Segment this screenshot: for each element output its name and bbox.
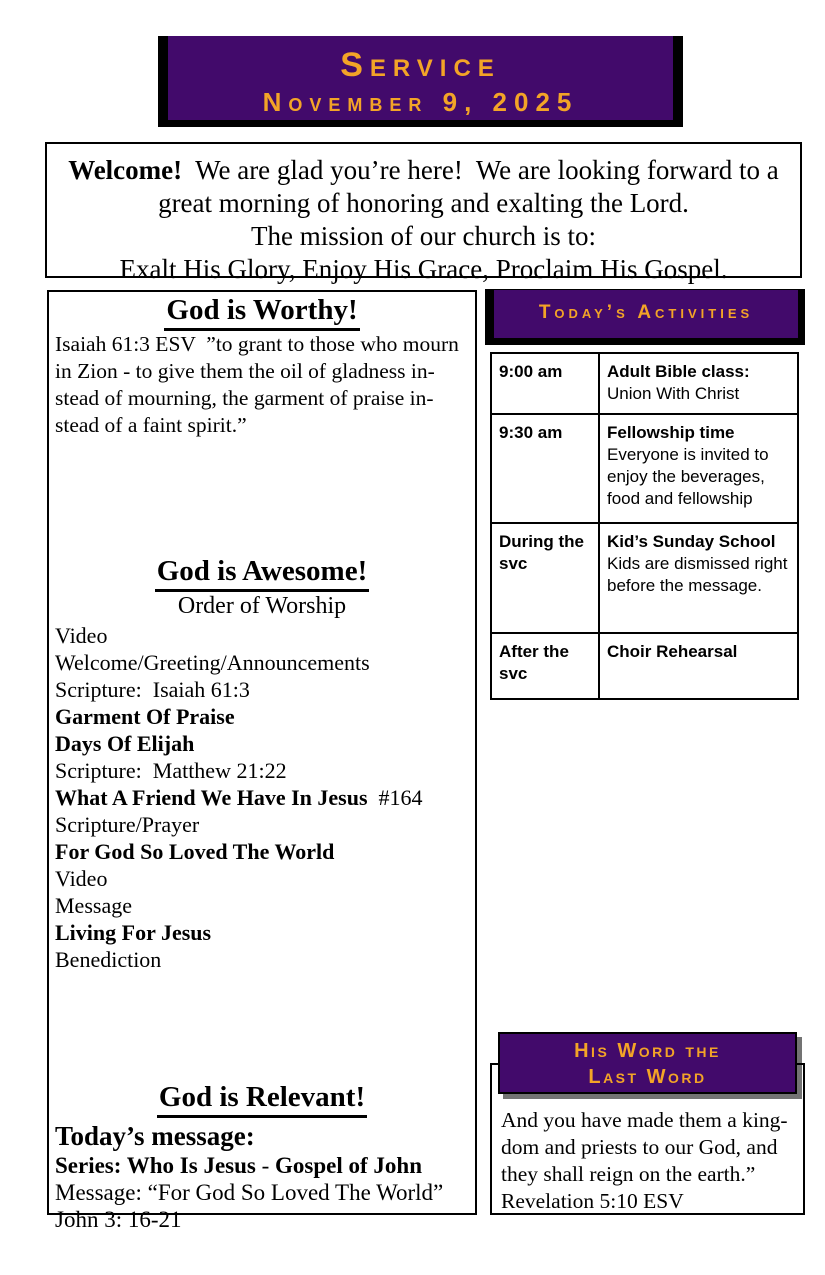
series-prefix: Series: Who Is Jesus xyxy=(55,1153,256,1178)
text-line: Revelation 5:10 ESV xyxy=(501,1189,684,1213)
order-of-worship-item: What A Friend We Have In Jesus #164 xyxy=(55,785,423,810)
activity-row xyxy=(491,633,798,699)
text-line: Isaiah 61:3 ESV ”to grant to those who mourn xyxy=(55,332,459,356)
activity-title: Kid’s Sunday School xyxy=(607,532,776,551)
god-is-awesome-heading-text: God is Awesome! xyxy=(155,555,370,592)
order-of-worship-item: Scripture: Isaiah 61:3 xyxy=(55,677,250,702)
text-line: dom and priests to our God, and xyxy=(501,1135,778,1159)
last-word-banner-line-2: Last Word xyxy=(588,1066,707,1088)
activity-row xyxy=(491,523,798,633)
todays-activities-banner-text: Today’s Activities xyxy=(493,289,799,339)
order-of-worship-item: Scripture: Matthew 21:22 xyxy=(55,758,287,783)
activity-description-cell xyxy=(599,633,798,699)
worthy-text xyxy=(55,331,469,439)
activity-row xyxy=(491,353,798,414)
god-is-worthy-heading xyxy=(55,294,469,331)
todays-activities-banner xyxy=(485,289,805,345)
text-line: in Zion - to give them the oil of gladness in- xyxy=(55,359,435,383)
activities-table xyxy=(490,352,799,700)
text-line: And you have made them a king- xyxy=(501,1108,788,1132)
series-separator: - xyxy=(255,1153,276,1178)
order-of-worship-item: Benediction xyxy=(55,947,162,972)
last-word-banner-line-1: His Word the xyxy=(574,1040,721,1062)
reference-line: John 3: 16-21 xyxy=(55,1207,182,1232)
activity-time: During the svc xyxy=(491,523,599,633)
todays-message-label: Today’s message: xyxy=(55,1121,255,1151)
activity-title: Fellowship time xyxy=(607,423,735,442)
series-suffix: Gospel of John xyxy=(275,1153,423,1178)
welcome-line-4: Exalt His Glory, Enjoy His Grace, Proclaim His Gospel. xyxy=(119,254,728,284)
last-word-banner xyxy=(498,1032,797,1094)
order-of-worship-item: Living For Jesus xyxy=(55,920,212,945)
god-is-relevant-heading xyxy=(55,1081,469,1118)
spacer xyxy=(55,973,469,1081)
message-line: Message: “For God So Loved The World” xyxy=(55,1180,444,1205)
welcome-lead: Welcome! xyxy=(68,155,183,185)
activity-detail: Everyone is invited to enjoy the beverages, food and fellowship xyxy=(607,445,769,508)
order-of-worship-item: Video xyxy=(55,623,108,648)
spacer xyxy=(55,439,469,555)
activity-time: After the svc xyxy=(491,633,599,699)
activity-description-cell xyxy=(599,414,798,523)
worship-column xyxy=(47,290,477,1232)
service-banner xyxy=(158,36,683,127)
activity-detail: Kids are dismissed right before the message. xyxy=(607,554,788,595)
activity-time: 9:00 am xyxy=(491,353,599,414)
order-of-worship-item: For God So Loved The World xyxy=(55,839,335,864)
welcome-lead-rest: We are glad you’re here! We are looking forward to a xyxy=(182,155,779,185)
god-is-relevant-heading-text: God is Relevant! xyxy=(157,1081,367,1118)
god-is-worthy-heading-text: God is Worthy! xyxy=(164,294,359,331)
series-line xyxy=(55,1152,469,1179)
text-line: stead of mourning, the garment of praise in- xyxy=(55,386,434,410)
order-of-worship-list xyxy=(55,622,469,973)
welcome-line-2: great morning of honoring and exalting the Lord. xyxy=(158,188,689,218)
order-of-worship-subheading: Order of Worship xyxy=(177,593,347,619)
activity-title: Adult Bible class: xyxy=(607,362,750,381)
text-line: stead of a faint spirit.” xyxy=(55,413,247,437)
order-of-worship-item: Scripture/Prayer xyxy=(55,812,200,837)
text-line: they shall reign on the earth.” xyxy=(501,1162,756,1186)
activity-row xyxy=(491,414,798,523)
activity-title: Choir Rehearsal xyxy=(607,642,738,661)
order-of-worship-item: Message xyxy=(55,893,132,918)
service-title: Service xyxy=(340,46,501,84)
welcome-line-3: The mission of our church is to: xyxy=(251,221,596,251)
activity-description-cell xyxy=(599,523,798,633)
activity-detail: Union With Christ xyxy=(607,384,740,403)
activity-time: 9:30 am xyxy=(491,414,599,523)
order-of-worship-item: Video xyxy=(55,866,108,891)
activity-description-cell xyxy=(599,353,798,414)
activities-table-body xyxy=(491,353,798,699)
order-of-worship-item: Welcome/Greeting/Announcements xyxy=(55,650,370,675)
order-of-worship-item: Garment Of Praise xyxy=(55,704,235,729)
god-is-awesome-heading xyxy=(55,555,469,592)
welcome-box xyxy=(45,142,802,284)
service-date: November 9, 2025 xyxy=(262,87,579,117)
welcome-line-1 xyxy=(47,154,800,187)
lastword-text xyxy=(501,1107,794,1215)
order-of-worship-item: Days Of Elijah xyxy=(55,731,195,756)
service-banner-inner xyxy=(168,36,673,120)
